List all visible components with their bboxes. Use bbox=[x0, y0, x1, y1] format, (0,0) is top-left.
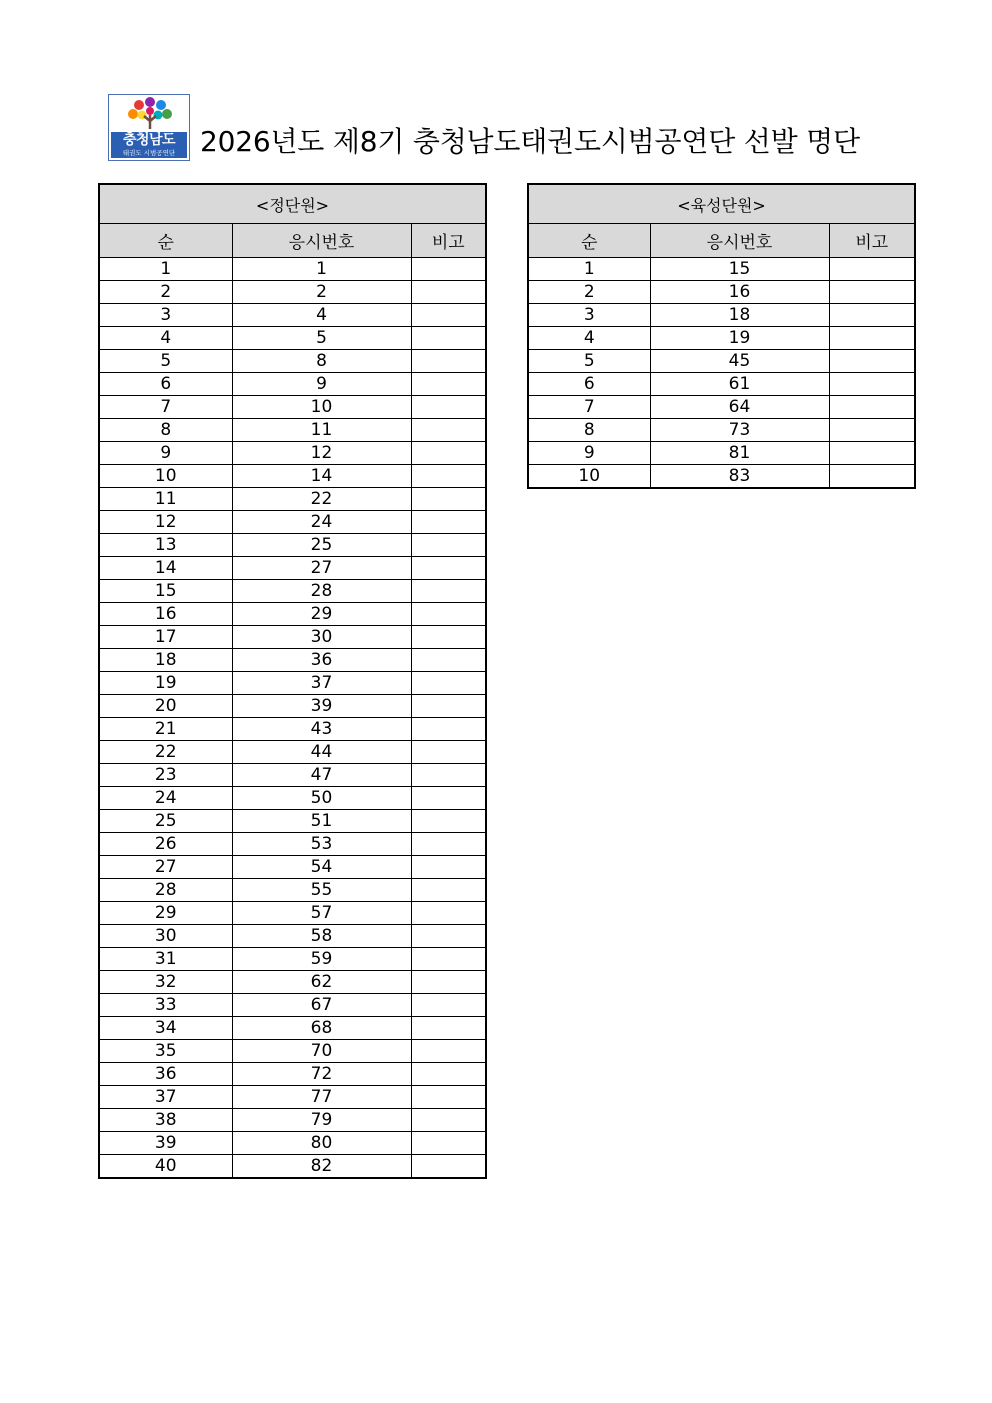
exam-number-cell: 67 bbox=[232, 994, 411, 1017]
exam-number-cell: 22 bbox=[232, 488, 411, 511]
table-row bbox=[99, 511, 486, 534]
table-row bbox=[99, 971, 486, 994]
exam-number-cell: 55 bbox=[232, 879, 411, 902]
order-cell: 27 bbox=[99, 856, 232, 879]
trainee-group-label: <육성단원> bbox=[528, 184, 915, 224]
order-cell: 5 bbox=[528, 350, 650, 373]
exam-number-cell: 83 bbox=[650, 465, 829, 489]
exam-number-cell: 64 bbox=[650, 396, 829, 419]
exam-number-cell: 57 bbox=[232, 902, 411, 925]
order-cell: 30 bbox=[99, 925, 232, 948]
remarks-cell bbox=[411, 1109, 486, 1132]
col-header-order: 순 bbox=[528, 224, 650, 258]
table-row bbox=[99, 350, 486, 373]
exam-number-cell: 30 bbox=[232, 626, 411, 649]
exam-number-cell: 25 bbox=[232, 534, 411, 557]
table-row bbox=[99, 396, 486, 419]
table-row bbox=[99, 787, 486, 810]
remarks-cell bbox=[411, 304, 486, 327]
table-row bbox=[99, 649, 486, 672]
remarks-cell bbox=[411, 626, 486, 649]
remarks-cell bbox=[411, 1017, 486, 1040]
table-row bbox=[99, 626, 486, 649]
remarks-cell bbox=[411, 879, 486, 902]
table-row bbox=[99, 695, 486, 718]
order-cell: 15 bbox=[99, 580, 232, 603]
table-row bbox=[99, 833, 486, 856]
order-cell: 4 bbox=[528, 327, 650, 350]
remarks-cell bbox=[411, 1132, 486, 1155]
order-cell: 6 bbox=[99, 373, 232, 396]
tree-emblem-icon bbox=[109, 95, 191, 133]
remarks-cell bbox=[411, 465, 486, 488]
remarks-cell bbox=[829, 396, 915, 419]
order-cell: 9 bbox=[99, 442, 232, 465]
remarks-cell bbox=[411, 603, 486, 626]
remarks-cell bbox=[411, 902, 486, 925]
exam-number-cell: 81 bbox=[650, 442, 829, 465]
remarks-cell bbox=[411, 1086, 486, 1109]
remarks-cell bbox=[411, 741, 486, 764]
exam-number-cell: 2 bbox=[232, 281, 411, 304]
page-title: 2026년도 제8기 충청남도태권도시범공연단 선발 명단 bbox=[200, 125, 860, 158]
exam-number-cell: 77 bbox=[232, 1086, 411, 1109]
remarks-cell bbox=[829, 465, 915, 489]
remarks-cell bbox=[411, 925, 486, 948]
table-row bbox=[528, 419, 915, 442]
table-row bbox=[99, 373, 486, 396]
exam-number-cell: 68 bbox=[232, 1017, 411, 1040]
exam-number-cell: 29 bbox=[232, 603, 411, 626]
exam-number-cell: 59 bbox=[232, 948, 411, 971]
table-row bbox=[99, 534, 486, 557]
order-cell: 38 bbox=[99, 1109, 232, 1132]
order-cell: 21 bbox=[99, 718, 232, 741]
remarks-cell bbox=[411, 948, 486, 971]
exam-number-cell: 70 bbox=[232, 1040, 411, 1063]
exam-number-cell: 43 bbox=[232, 718, 411, 741]
order-cell: 37 bbox=[99, 1086, 232, 1109]
order-cell: 40 bbox=[99, 1155, 232, 1179]
table-row bbox=[99, 925, 486, 948]
order-cell: 7 bbox=[528, 396, 650, 419]
chungnam-logo bbox=[108, 94, 190, 161]
exam-number-cell: 1 bbox=[232, 258, 411, 281]
remarks-cell bbox=[829, 419, 915, 442]
remarks-cell bbox=[411, 856, 486, 879]
table-row bbox=[99, 810, 486, 833]
order-cell: 16 bbox=[99, 603, 232, 626]
remarks-cell bbox=[411, 810, 486, 833]
remarks-cell bbox=[829, 327, 915, 350]
order-cell: 6 bbox=[528, 373, 650, 396]
col-header-remarks: 비고 bbox=[411, 224, 486, 258]
exam-number-cell: 18 bbox=[650, 304, 829, 327]
table-row bbox=[99, 1132, 486, 1155]
remarks-cell bbox=[411, 718, 486, 741]
table-row bbox=[99, 1109, 486, 1132]
order-cell: 2 bbox=[99, 281, 232, 304]
remarks-cell bbox=[411, 994, 486, 1017]
document-header bbox=[108, 94, 908, 162]
table-row bbox=[99, 1063, 486, 1086]
order-cell: 33 bbox=[99, 994, 232, 1017]
table-row bbox=[99, 902, 486, 925]
exam-number-cell: 15 bbox=[650, 258, 829, 281]
remarks-cell bbox=[829, 442, 915, 465]
col-header-order: 순 bbox=[99, 224, 232, 258]
exam-number-cell: 50 bbox=[232, 787, 411, 810]
exam-number-cell: 58 bbox=[232, 925, 411, 948]
exam-number-cell: 16 bbox=[650, 281, 829, 304]
table-row bbox=[528, 396, 915, 419]
exam-number-cell: 79 bbox=[232, 1109, 411, 1132]
order-cell: 26 bbox=[99, 833, 232, 856]
remarks-cell bbox=[411, 557, 486, 580]
order-cell: 25 bbox=[99, 810, 232, 833]
col-header-remarks: 비고 bbox=[829, 224, 915, 258]
table-row bbox=[99, 1155, 486, 1179]
remarks-cell bbox=[829, 373, 915, 396]
remarks-cell bbox=[411, 695, 486, 718]
table-row bbox=[99, 879, 486, 902]
exam-number-cell: 10 bbox=[232, 396, 411, 419]
main-group-label: <정단원> bbox=[99, 184, 486, 224]
order-cell: 3 bbox=[528, 304, 650, 327]
remarks-cell bbox=[411, 258, 486, 281]
table-row bbox=[528, 258, 915, 281]
table-row bbox=[99, 856, 486, 879]
remarks-cell bbox=[411, 396, 486, 419]
exam-number-cell: 82 bbox=[232, 1155, 411, 1179]
table-row bbox=[528, 373, 915, 396]
table-row bbox=[99, 1086, 486, 1109]
table-row bbox=[99, 603, 486, 626]
table-row bbox=[99, 488, 486, 511]
exam-number-cell: 28 bbox=[232, 580, 411, 603]
main-member-table bbox=[98, 183, 487, 1179]
order-cell: 28 bbox=[99, 879, 232, 902]
order-cell: 22 bbox=[99, 741, 232, 764]
table-row bbox=[99, 672, 486, 695]
order-cell: 39 bbox=[99, 1132, 232, 1155]
order-cell: 14 bbox=[99, 557, 232, 580]
remarks-cell bbox=[411, 1063, 486, 1086]
exam-number-cell: 14 bbox=[232, 465, 411, 488]
exam-number-cell: 47 bbox=[232, 764, 411, 787]
order-cell: 31 bbox=[99, 948, 232, 971]
order-cell: 10 bbox=[99, 465, 232, 488]
exam-number-cell: 5 bbox=[232, 327, 411, 350]
exam-number-cell: 9 bbox=[232, 373, 411, 396]
order-cell: 24 bbox=[99, 787, 232, 810]
remarks-cell bbox=[411, 649, 486, 672]
remarks-cell bbox=[411, 511, 486, 534]
table-row bbox=[528, 304, 915, 327]
exam-number-cell: 53 bbox=[232, 833, 411, 856]
table-row bbox=[99, 557, 486, 580]
remarks-cell bbox=[411, 327, 486, 350]
exam-number-cell: 62 bbox=[232, 971, 411, 994]
table-row bbox=[99, 304, 486, 327]
exam-number-cell: 27 bbox=[232, 557, 411, 580]
exam-number-cell: 80 bbox=[232, 1132, 411, 1155]
remarks-cell bbox=[411, 787, 486, 810]
table-row bbox=[99, 1017, 486, 1040]
order-cell: 13 bbox=[99, 534, 232, 557]
order-cell: 19 bbox=[99, 672, 232, 695]
table-row bbox=[99, 258, 486, 281]
table-row bbox=[528, 442, 915, 465]
exam-number-cell: 54 bbox=[232, 856, 411, 879]
order-cell: 11 bbox=[99, 488, 232, 511]
order-cell: 8 bbox=[99, 419, 232, 442]
remarks-cell bbox=[411, 672, 486, 695]
table-row bbox=[99, 580, 486, 603]
table-row bbox=[99, 1040, 486, 1063]
order-cell: 2 bbox=[528, 281, 650, 304]
exam-number-cell: 39 bbox=[232, 695, 411, 718]
remarks-cell bbox=[829, 258, 915, 281]
exam-number-cell: 51 bbox=[232, 810, 411, 833]
exam-number-cell: 73 bbox=[650, 419, 829, 442]
remarks-cell bbox=[411, 442, 486, 465]
exam-number-cell: 45 bbox=[650, 350, 829, 373]
exam-number-cell: 72 bbox=[232, 1063, 411, 1086]
exam-number-cell: 11 bbox=[232, 419, 411, 442]
order-cell: 17 bbox=[99, 626, 232, 649]
table-row bbox=[99, 994, 486, 1017]
trainee-table-body bbox=[528, 258, 915, 489]
table-row bbox=[528, 465, 915, 489]
table-row bbox=[528, 281, 915, 304]
order-cell: 29 bbox=[99, 902, 232, 925]
table-row bbox=[528, 327, 915, 350]
order-cell: 1 bbox=[99, 258, 232, 281]
remarks-cell bbox=[411, 971, 486, 994]
order-cell: 36 bbox=[99, 1063, 232, 1086]
remarks-cell bbox=[411, 764, 486, 787]
table-row bbox=[99, 718, 486, 741]
order-cell: 23 bbox=[99, 764, 232, 787]
remarks-cell bbox=[411, 1040, 486, 1063]
order-cell: 12 bbox=[99, 511, 232, 534]
order-cell: 20 bbox=[99, 695, 232, 718]
remarks-cell bbox=[829, 350, 915, 373]
exam-number-cell: 37 bbox=[232, 672, 411, 695]
order-cell: 4 bbox=[99, 327, 232, 350]
exam-number-cell: 24 bbox=[232, 511, 411, 534]
order-cell: 32 bbox=[99, 971, 232, 994]
exam-number-cell: 61 bbox=[650, 373, 829, 396]
order-cell: 10 bbox=[528, 465, 650, 489]
table-row bbox=[99, 281, 486, 304]
main-table-body bbox=[99, 258, 486, 1179]
table-row bbox=[99, 327, 486, 350]
col-header-exam-number: 응시번호 bbox=[650, 224, 829, 258]
col-header-exam-number: 응시번호 bbox=[232, 224, 411, 258]
table-row bbox=[99, 419, 486, 442]
order-cell: 35 bbox=[99, 1040, 232, 1063]
order-cell: 18 bbox=[99, 649, 232, 672]
remarks-cell bbox=[411, 833, 486, 856]
order-cell: 34 bbox=[99, 1017, 232, 1040]
remarks-cell bbox=[411, 419, 486, 442]
table-row bbox=[99, 948, 486, 971]
order-cell: 5 bbox=[99, 350, 232, 373]
remarks-cell bbox=[411, 534, 486, 557]
remarks-cell bbox=[411, 350, 486, 373]
order-cell: 9 bbox=[528, 442, 650, 465]
trainee-member-table bbox=[527, 183, 916, 489]
exam-number-cell: 44 bbox=[232, 741, 411, 764]
logo-main-text: 충청남도 bbox=[122, 132, 176, 148]
order-cell: 8 bbox=[528, 419, 650, 442]
remarks-cell bbox=[829, 304, 915, 327]
remarks-cell bbox=[411, 580, 486, 603]
table-row bbox=[99, 741, 486, 764]
exam-number-cell: 8 bbox=[232, 350, 411, 373]
table-row bbox=[99, 442, 486, 465]
remarks-cell bbox=[829, 281, 915, 304]
order-cell: 3 bbox=[99, 304, 232, 327]
remarks-cell bbox=[411, 488, 486, 511]
remarks-cell bbox=[411, 373, 486, 396]
remarks-cell bbox=[411, 1155, 486, 1179]
logo-text-band bbox=[111, 132, 187, 158]
exam-number-cell: 4 bbox=[232, 304, 411, 327]
logo-sub-text: 태권도 시범공연단 bbox=[122, 149, 176, 157]
remarks-cell bbox=[411, 281, 486, 304]
table-row bbox=[528, 350, 915, 373]
order-cell: 7 bbox=[99, 396, 232, 419]
table-row bbox=[99, 465, 486, 488]
exam-number-cell: 19 bbox=[650, 327, 829, 350]
exam-number-cell: 12 bbox=[232, 442, 411, 465]
table-row bbox=[99, 764, 486, 787]
exam-number-cell: 36 bbox=[232, 649, 411, 672]
order-cell: 1 bbox=[528, 258, 650, 281]
